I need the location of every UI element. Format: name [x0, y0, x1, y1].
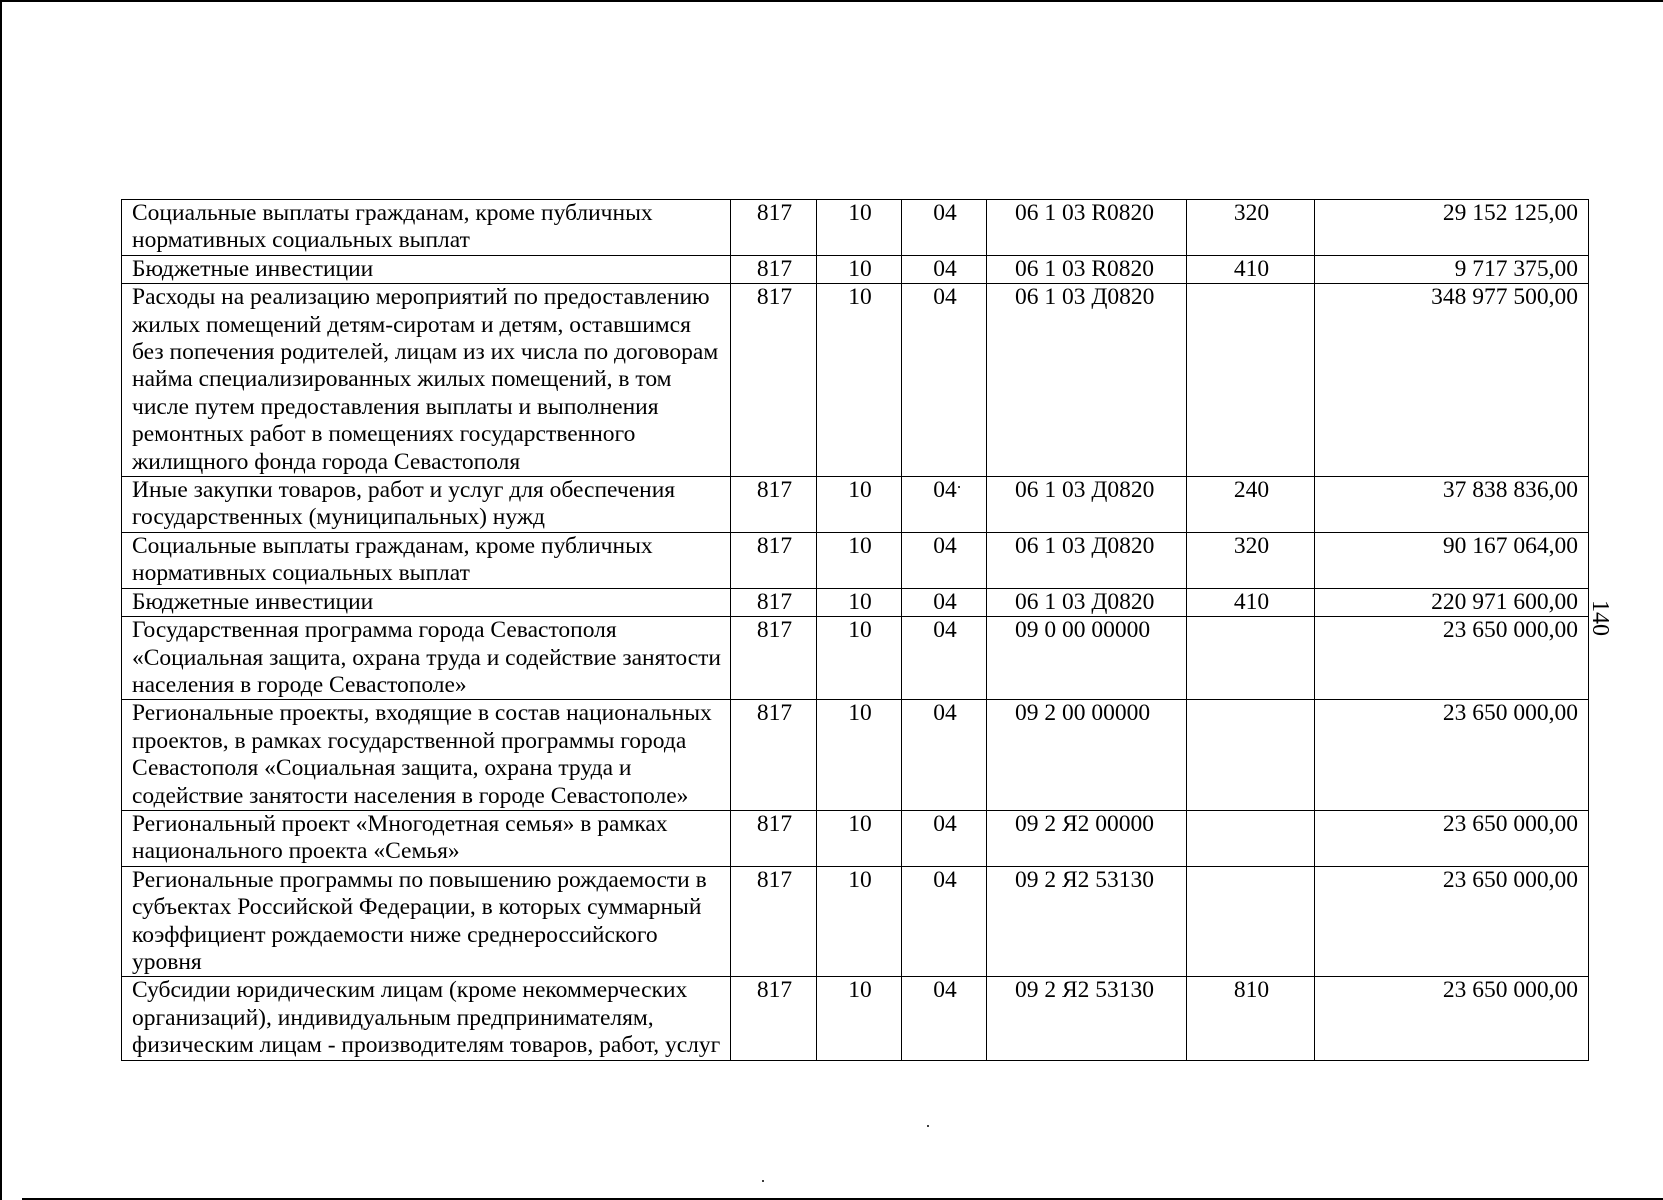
cell-expense-type: 240 — [1187, 477, 1315, 533]
table-row — [122, 284, 1589, 477]
cell-section-code: 10 — [817, 810, 902, 866]
table-row — [122, 532, 1589, 588]
cell-amount: 220 971 600,00 — [1315, 588, 1589, 616]
cell-subsection-code: 04 — [902, 532, 987, 588]
cell-target-article: 09 0 00 00000 — [987, 617, 1187, 700]
cell-amount: 23 650 000,00 — [1315, 617, 1589, 700]
cell-expense-type: 410 — [1187, 588, 1315, 616]
cell-description: Социальные выплаты гражданам, кроме публичных нормативных социальных выплат — [122, 200, 731, 256]
cell-grbs-code: 817 — [731, 200, 817, 256]
cell-target-article: 06 1 03 Д0820 — [987, 477, 1187, 533]
cell-subsection-code: 04 — [902, 284, 987, 477]
budget-table-body — [122, 200, 1589, 1061]
page-border-left — [0, 0, 2, 1200]
cell-description: Государственная программа города Севастополя «Социальная защита, охрана труда и содействие занятости населения в городе Севастополе» — [122, 617, 731, 700]
cell-target-article: 09 2 Я2 00000 — [987, 810, 1187, 866]
cell-target-article: 09 2 00 00000 — [987, 700, 1187, 811]
cell-section-code: 10 — [817, 700, 902, 811]
cell-grbs-code: 817 — [731, 588, 817, 616]
table-row — [122, 810, 1589, 866]
cell-amount: 37 838 836,00 — [1315, 477, 1589, 533]
cell-expense-type: 320 — [1187, 200, 1315, 256]
table-row — [122, 477, 1589, 533]
cell-grbs-code: 817 — [731, 700, 817, 811]
cell-subsection-code: 04 — [902, 866, 987, 977]
cell-grbs-code: 817 — [731, 866, 817, 977]
cell-description: Расходы на реализацию мероприятий по предоставлению жилых помещений детям-сиротам и детям, оставшимся без попечения родителей, лицам из их числа по договорам найма специализированных жилых помещений, в том числе путем предоставления выплаты и выполнения ремонтных работ в помещениях государственного жилищного фонда города Севастополя — [122, 284, 731, 477]
cell-grbs-code: 817 — [731, 617, 817, 700]
cell-target-article: 06 1 03 Д0820 — [987, 532, 1187, 588]
cell-section-code: 10 — [817, 588, 902, 616]
cell-subsection-code: 04 — [902, 588, 987, 616]
table-row — [122, 255, 1589, 283]
cell-grbs-code: 817 — [731, 255, 817, 283]
cell-amount: 23 650 000,00 — [1315, 866, 1589, 977]
cell-section-code: 10 — [817, 617, 902, 700]
cell-section-code: 10 — [817, 255, 902, 283]
table-row — [122, 700, 1589, 811]
cell-amount: 23 650 000,00 — [1315, 977, 1589, 1060]
cell-description: Субсидии юридическим лицам (кроме некоммерческих организаций), индивидуальным предпринимателям, физическим лицам - производителям товаров, работ, услуг — [122, 977, 731, 1060]
cell-grbs-code: 817 — [731, 477, 817, 533]
cell-target-article: 09 2 Я2 53130 — [987, 977, 1187, 1060]
cell-amount: 23 650 000,00 — [1315, 810, 1589, 866]
scan-speck — [958, 486, 960, 488]
cell-description: Региональный проект «Многодетная семья» в рамках национального проекта «Семья» — [122, 810, 731, 866]
cell-section-code: 10 — [817, 866, 902, 977]
cell-description: Социальные выплаты гражданам, кроме публичных нормативных социальных выплат — [122, 532, 731, 588]
cell-expense-type: 320 — [1187, 532, 1315, 588]
cell-target-article: 06 1 03 Д0820 — [987, 284, 1187, 477]
cell-section-code: 10 — [817, 200, 902, 256]
cell-grbs-code: 817 — [731, 284, 817, 477]
cell-expense-type: 810 — [1187, 977, 1315, 1060]
cell-expense-type — [1187, 810, 1315, 866]
cell-subsection-code: 04 — [902, 617, 987, 700]
cell-subsection-code: 04 — [902, 200, 987, 256]
cell-section-code: 10 — [817, 977, 902, 1060]
cell-section-code: 10 — [817, 284, 902, 477]
cell-section-code: 10 — [817, 532, 902, 588]
cell-expense-type — [1187, 617, 1315, 700]
cell-target-article: 09 2 Я2 53130 — [987, 866, 1187, 977]
cell-description: Региональные проекты, входящие в состав национальных проектов, в рамках государственной программы города Севастополя «Социальная защита, охрана труда и содействие занятости населения в городе Севастополе» — [122, 700, 731, 811]
page-number: 140 — [1587, 600, 1613, 636]
cell-description: Бюджетные инвестиции — [122, 255, 731, 283]
cell-section-code: 10 — [817, 477, 902, 533]
budget-table — [121, 199, 1589, 1061]
cell-expense-type — [1187, 866, 1315, 977]
page-border-top — [0, 0, 1663, 2]
cell-amount: 9 717 375,00 — [1315, 255, 1589, 283]
table-row — [122, 200, 1589, 256]
cell-target-article: 06 1 03 R0820 — [987, 200, 1187, 256]
cell-subsection-code: 04 — [902, 977, 987, 1060]
cell-description: Иные закупки товаров, работ и услуг для обеспечения государственных (муниципальных) нужд — [122, 477, 731, 533]
cell-description: Бюджетные инвестиции — [122, 588, 731, 616]
cell-amount: 29 152 125,00 — [1315, 200, 1589, 256]
scan-speck — [762, 1180, 764, 1182]
cell-amount: 348 977 500,00 — [1315, 284, 1589, 477]
scan-speck — [927, 1125, 929, 1127]
table-row — [122, 866, 1589, 977]
cell-amount: 90 167 064,00 — [1315, 532, 1589, 588]
table-row — [122, 977, 1589, 1060]
cell-subsection-code: 04 — [902, 810, 987, 866]
cell-grbs-code: 817 — [731, 810, 817, 866]
cell-expense-type: 410 — [1187, 255, 1315, 283]
cell-amount: 23 650 000,00 — [1315, 700, 1589, 811]
cell-subsection-code: 04 — [902, 477, 987, 533]
cell-subsection-code: 04 — [902, 255, 987, 283]
cell-grbs-code: 817 — [731, 977, 817, 1060]
table-row — [122, 617, 1589, 700]
cell-description: Региональные программы по повышению рождаемости в субъектах Российской Федерации, в которых суммарный коэффициент рождаемости ниже среднероссийского уровня — [122, 866, 731, 977]
cell-target-article: 06 1 03 Д0820 — [987, 588, 1187, 616]
cell-grbs-code: 817 — [731, 532, 817, 588]
cell-expense-type — [1187, 700, 1315, 811]
cell-target-article: 06 1 03 R0820 — [987, 255, 1187, 283]
table-row — [122, 588, 1589, 616]
cell-subsection-code: 04 — [902, 700, 987, 811]
cell-expense-type — [1187, 284, 1315, 477]
